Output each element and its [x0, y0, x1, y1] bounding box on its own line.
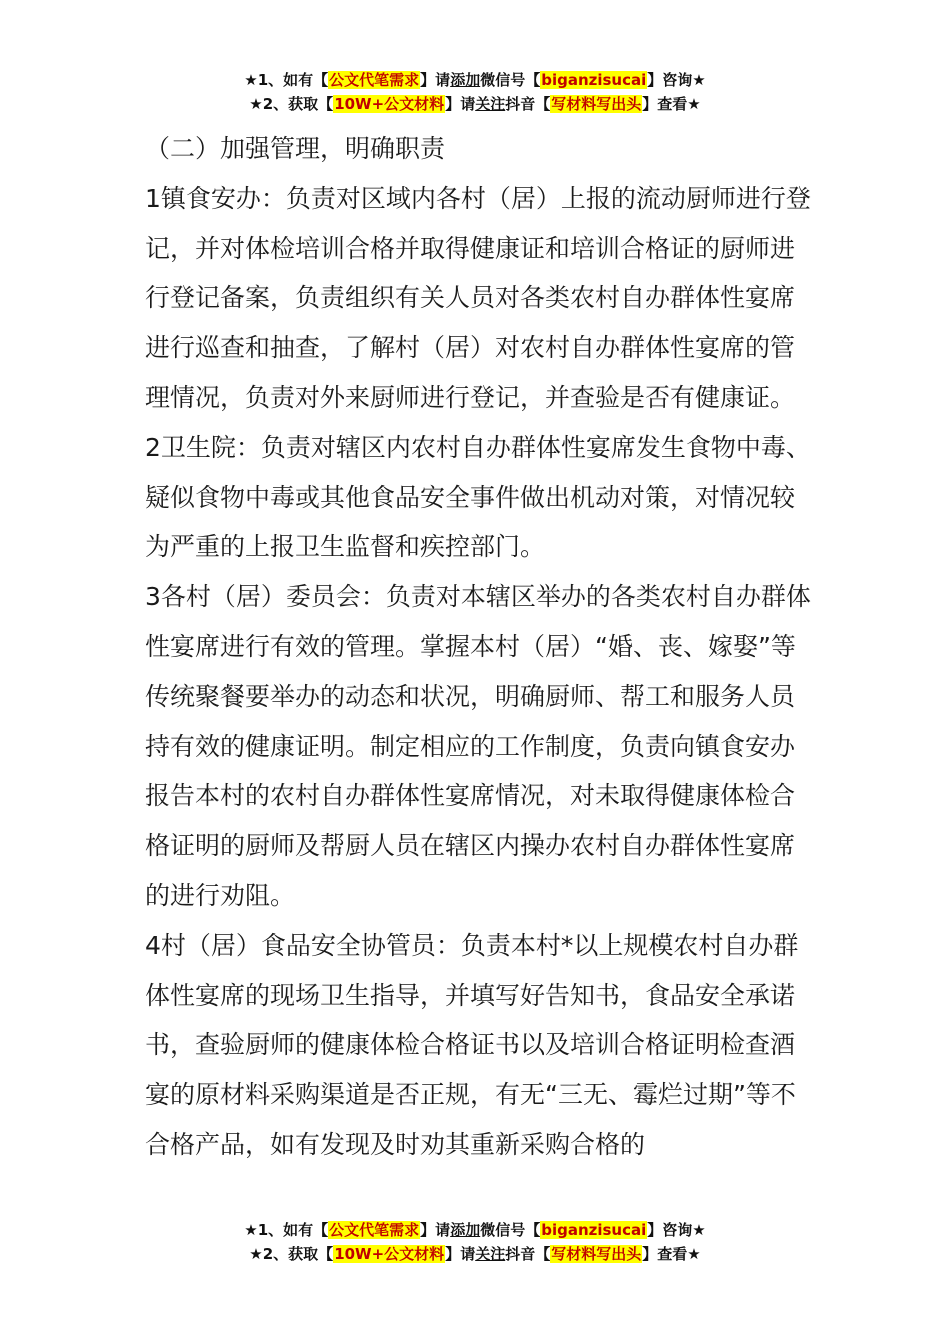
- banner-text: 】请: [420, 71, 451, 89]
- paragraph-4: 4村（居）食品安全协管员：负责本村*以上规模农村自办群体性宴席的现场卫生指导，并填写好告知书，食品安全承诺书，查验厨师的健康体检合格证书以及培训合格证明检查酒宴的原材料采购渠道是否正规，有无“三无、霉烂过期”等不合格产品，如有发现及时劝其重新采购合格的: [145, 930, 799, 1159]
- banner-line-2: [0, 92, 950, 116]
- banner-text: 微信号【: [480, 71, 541, 89]
- banner-highlight: 公文代笔需求: [329, 71, 420, 89]
- banner-highlight: biganzisucai: [541, 71, 647, 89]
- banner-text: 】请: [445, 1245, 476, 1263]
- paragraph-2: 2卫生院：负责对辖区内农村自办群体性宴席发生食物中毒、疑似食物中毒或其他食品安全事件做出机动对策，对情况较为严重的上报卫生监督和疾控部门。: [145, 432, 811, 562]
- banner-highlight: 写材料写出头: [551, 95, 642, 113]
- banner-text: 】咨询★: [647, 71, 706, 89]
- banner-underlined-text: 关注: [475, 95, 506, 113]
- banner-text: 抖音【: [505, 95, 551, 113]
- banner-highlight: 10W+公文材料: [334, 95, 445, 113]
- section-heading: （二）加强管理，明确职责: [145, 134, 446, 163]
- document-body: [145, 124, 817, 1170]
- banner-line-2: [0, 1242, 950, 1266]
- banner-text: 】请: [420, 1221, 451, 1239]
- banner-underlined-text: 关注: [475, 1245, 506, 1263]
- banner-text: ★1、如有【: [244, 1221, 329, 1239]
- banner-highlight: 写材料写出头: [551, 1245, 642, 1263]
- paragraph-3: 3各村（居）委员会：负责对本辖区举办的各类农村自办群体性宴席进行有效的管理。掌握本村（居）“婚、丧、嫁娶”等传统聚餐要举办的动态和状况，明确厨师、帮工和服务人员持有效的健康证明。制定相应的工作制度，负责向镇食安办报告本村的农村自办群体性宴席情况，对未取得健康体检合格证明的厨师及帮厨人员在辖区内操办农村自办群体性宴席的进行劝阻。: [145, 582, 811, 910]
- banner-text: 】咨询★: [647, 1221, 706, 1239]
- banner-text: 】请: [445, 95, 476, 113]
- banner-highlight: 10W+公文材料: [334, 1245, 445, 1263]
- banner-text: 抖音【: [505, 1245, 551, 1263]
- banner-text: 】查看★: [642, 95, 701, 113]
- footer-banner: [0, 1218, 950, 1266]
- banner-text: 】查看★: [642, 1245, 701, 1263]
- banner-highlight: biganzisucai: [541, 1221, 647, 1239]
- banner-text: ★2、获取【: [249, 1245, 334, 1263]
- banner-line-1: [0, 68, 950, 92]
- banner-highlight: 公文代笔需求: [329, 1221, 420, 1239]
- banner-text: ★2、获取【: [249, 95, 334, 113]
- banner-underlined-text: 添加: [450, 1221, 481, 1239]
- banner-text: 微信号【: [480, 1221, 541, 1239]
- banner-text: ★1、如有【: [244, 71, 329, 89]
- banner-line-1: [0, 1218, 950, 1242]
- banner-underlined-text: 添加: [450, 71, 481, 89]
- header-banner: [0, 68, 950, 116]
- paragraph-1: 1镇食安办：负责对区域内各村（居）上报的流动厨师进行登记，并对体检培训合格并取得健康证和培训合格证的厨师进行登记备案，负责组织有关人员对各类农村自办群体性宴席进行巡查和抽查，了解村（居）对农村自办群体性宴席的管理情况，负责对外来厨师进行登记，并查验是否有健康证。: [145, 183, 811, 412]
